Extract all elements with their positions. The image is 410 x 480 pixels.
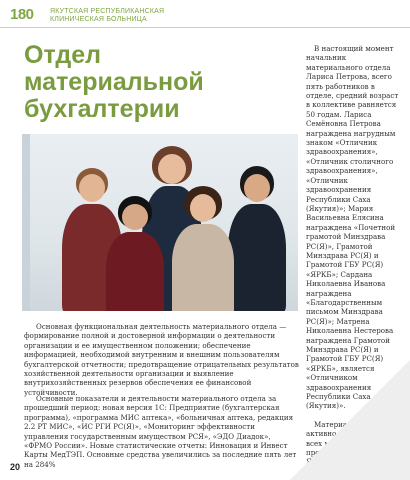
photo-wall-panel [22,134,30,311]
title-line-2: материальной [24,68,204,96]
body-paragraph-1-block [24,322,300,397]
body-paragraph-2-block [24,394,300,469]
org-name-line2: КЛИНИЧЕСКАЯ БОЛЬНИЦА [50,16,147,23]
team-photo [22,134,298,311]
page-number: 20 [10,462,21,472]
body-paragraph-1: Основная функциональная деятельность материального отдела — формирование полной и достоверной информации о деятельности организации и ее имущественном положении; обеспечение информацией, необходимой внутренним и внешним пользователям бухгалтерской отчетности; предотвращение отрицательных результатов хозяйственной деятельности организации и выявление внутрихозяйственных резервов обеспечения ее финансовой устойчивости. [24,322,299,397]
logo-180: 180 [10,6,34,23]
person-back-right [228,164,286,311]
decorative-corner [290,360,410,480]
right-column-paragraph-2: Материальный отдел активно участвует во всех мероприятиях, проводимых родной ЯРКБ. [306,419,395,467]
title-line-1: Отдел [24,41,102,69]
person-front-right [172,186,234,311]
title-line-3: бухгалтерии [24,95,180,123]
article-title [24,42,284,123]
org-name-line1: ЯКУТСКАЯ РЕСПУБЛИКАНСКАЯ [50,8,165,15]
body-paragraph-2: Основные показатели и деятельности материального отдела за прошедший период: новая версия 1С: Предприятие (бухгалтерская программа), «программа МИС аптека», «больничная аптека, редакция 2.2 РТ МИС», «ИС РГИ РС(Я)», «Мониторинг эффективности управления государственным имуществом РСЯ», «ЭДО Диадок», «ФРМО России». Новые статистические отчеты: Инновация и Инвест Карты МедТЭП. Основные средства увеличились за последние пять лет на 284% [24,394,297,469]
right-column-paragraph-1: В настоящий момент начальник материального отдела Лариса Петрова, всего пять работников в отделе, средний возраст в коллективе равняется 50 годам. Лариса Семёновна Петрова награждена нагрудным знаком «Отличник здравоохранения», «Отличник столичного здравоохранения», «Отличник здравоохранения Республики Саха (Якутия)»; Мария Васильевна Елясина награждена «Почетной грамотой Минздрава РС(Я)», Грамотой Минздрава РС(Я) и Грамотой ГБУ РС(Я) «ЯРКБ»; Сардана Николаевна Иванова награждена «Благодарственным письмом Минздрава РС(Я)»; Матрена Николаевна Нестерова награждена Грамотой Минздрава РС(Я) и Грамотой ГБУ РС(Я) «ЯРКБ», является «Отличником здравоохранения Республики Саха (Якутия)». [306,44,399,411]
person-front-left [106,196,164,311]
page-header [0,0,410,28]
